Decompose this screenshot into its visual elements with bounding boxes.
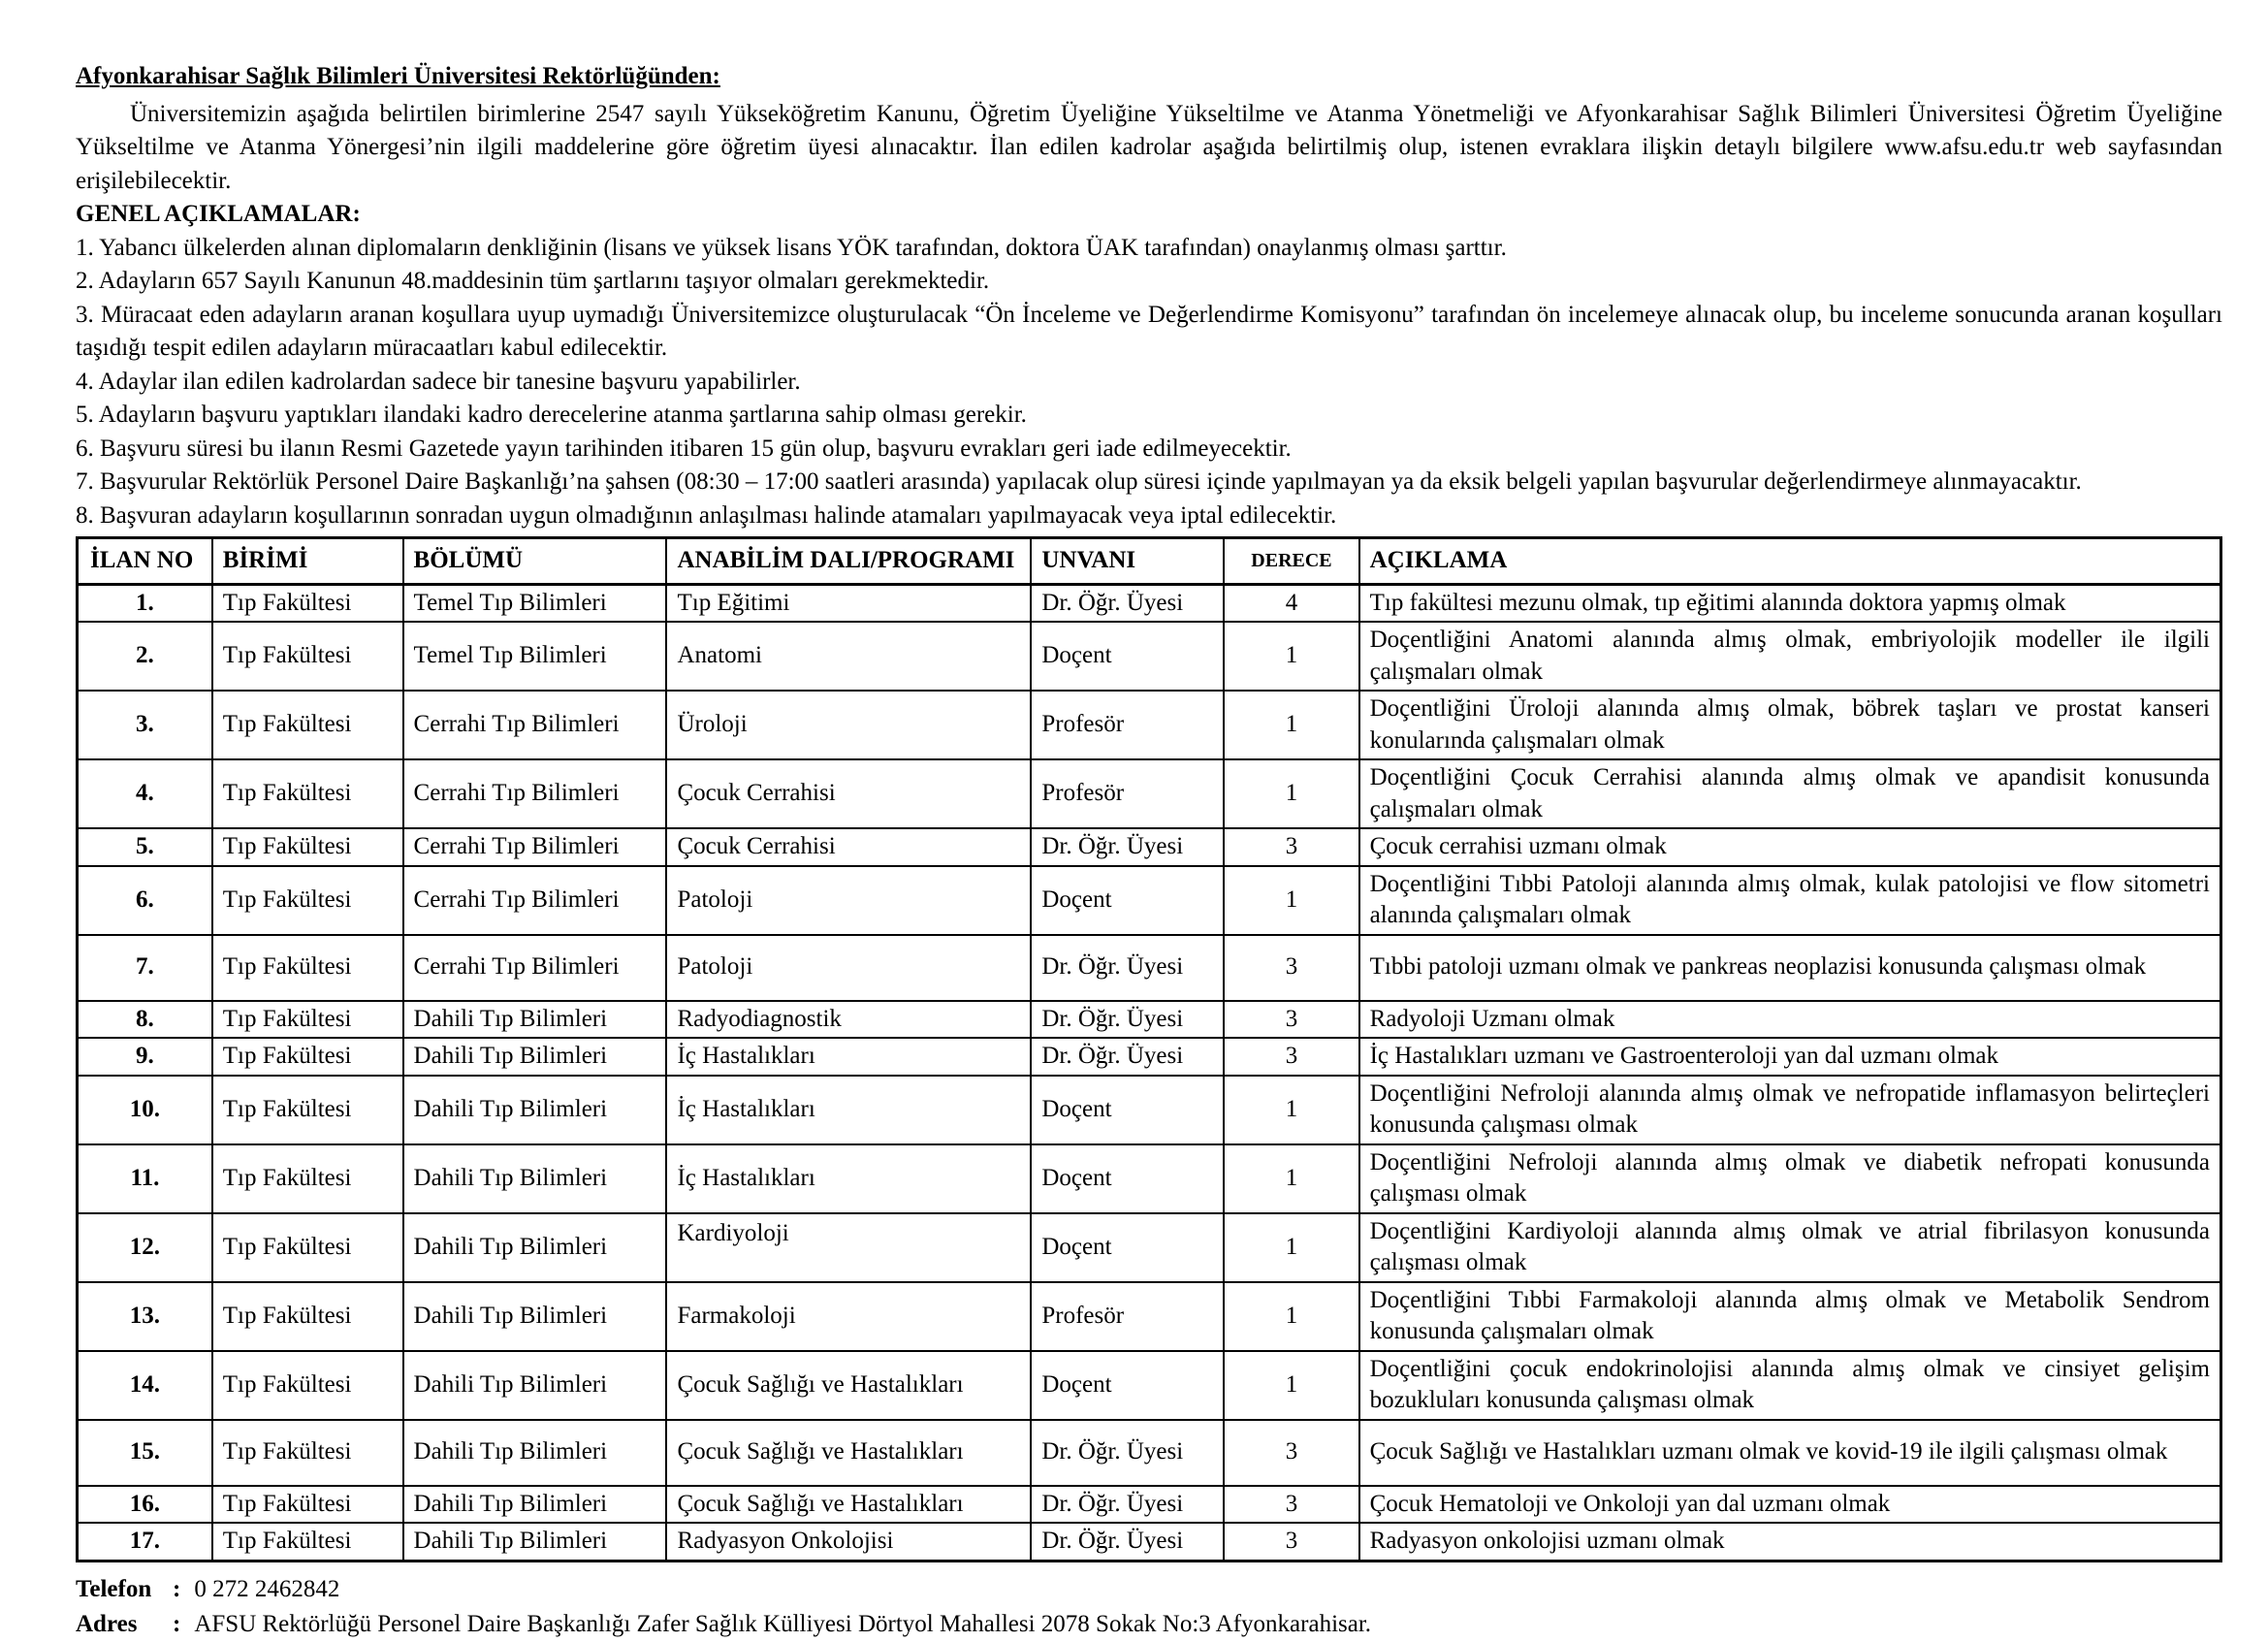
cell-birimi: Tıp Fakültesi	[212, 759, 403, 828]
cell-birimi: Tıp Fakültesi	[212, 1038, 403, 1076]
column-header-anabilim-dali: ANABİLİM DALI/PROGRAMI	[666, 538, 1031, 585]
cell-ilan-no: 12.	[78, 1213, 212, 1282]
cell-unvani: Doçent	[1031, 1213, 1224, 1282]
cell-aciklama: Radyasyon onkolojisi uzmanı olmak	[1359, 1523, 2221, 1561]
positions-table	[76, 536, 2222, 1562]
cell-birimi: Tıp Fakültesi	[212, 866, 403, 935]
cell-bolumu: Dahili Tıp Bilimleri	[403, 1144, 667, 1213]
cell-bolumu: Dahili Tıp Bilimleri	[403, 1420, 667, 1486]
cell-unvani: Dr. Öğr. Üyesi	[1031, 1420, 1224, 1486]
general-notes-list	[76, 232, 2222, 533]
column-header-aciklama: AÇIKLAMA	[1359, 538, 2221, 585]
cell-bolumu: Dahili Tıp Bilimleri	[403, 1038, 667, 1076]
table-row	[78, 1486, 2221, 1524]
table-row	[78, 935, 2221, 1001]
cell-anabilim-dali: Radyodiagnostik	[666, 1001, 1031, 1039]
cell-derece: 3	[1224, 828, 1358, 866]
cell-birimi: Tıp Fakültesi	[212, 1076, 403, 1144]
cell-derece: 3	[1224, 1038, 1358, 1076]
cell-ilan-no: 5.	[78, 828, 212, 866]
cell-bolumu: Dahili Tıp Bilimleri	[403, 1486, 667, 1524]
document-title: Afyonkarahisar Sağlık Bilimleri Üniversitesi Rektörlüğünden:	[76, 60, 2222, 94]
cell-anabilim-dali: Patoloji	[666, 866, 1031, 935]
cell-aciklama: Doçentliğini Nefroloji alanında almış olmak ve nefropatide inflamasyon belirteçleri konusunda çalışması olmak	[1359, 1076, 2221, 1144]
table-row	[78, 622, 2221, 691]
cell-bolumu: Dahili Tıp Bilimleri	[403, 1351, 667, 1420]
cell-birimi: Tıp Fakültesi	[212, 691, 403, 759]
cell-anabilim-dali: Üroloji	[666, 691, 1031, 759]
cell-anabilim-dali: Çocuk Sağlığı ve Hastalıkları	[666, 1486, 1031, 1524]
cell-ilan-no: 15.	[78, 1420, 212, 1486]
address-value: AFSU Rektörlüğü Personel Daire Başkanlığı Zafer Sağlık Külliyesi Dörtyol Mahallesi 2078 Sokak No:3 Afyonkarahisar.	[194, 1607, 1371, 1642]
cell-unvani: Dr. Öğr. Üyesi	[1031, 1001, 1224, 1039]
cell-birimi: Tıp Fakültesi	[212, 584, 403, 622]
cell-ilan-no: 14.	[78, 1351, 212, 1420]
phone-line	[76, 1572, 2222, 1607]
cell-derece: 1	[1224, 622, 1358, 691]
general-note-item: 6. Başvuru süresi bu ilanın Resmi Gazetede yayın tarihinden itibaren 15 gün olup, başvuru evrakları geri iade edilmeyecektir.	[76, 433, 2222, 467]
general-note-item: 2. Adayların 657 Sayılı Kanunun 48.maddesinin tüm şartlarını taşıyor olmaları gerekmektedir.	[76, 265, 2222, 299]
cell-unvani: Doçent	[1031, 1351, 1224, 1420]
cell-ilan-no: 13.	[78, 1282, 212, 1351]
cell-aciklama: Çocuk Sağlığı ve Hastalıkları uzmanı olmak ve kovid-19 ile ilgili çalışması olmak	[1359, 1420, 2221, 1486]
cell-derece: 1	[1224, 1282, 1358, 1351]
cell-anabilim-dali: Radyasyon Onkolojisi	[666, 1523, 1031, 1561]
table-row	[78, 1076, 2221, 1144]
cell-bolumu: Dahili Tıp Bilimleri	[403, 1213, 667, 1282]
cell-bolumu: Cerrahi Tıp Bilimleri	[403, 935, 667, 1001]
cell-aciklama: Tıp fakültesi mezunu olmak, tıp eğitimi alanında doktora yapmış olmak	[1359, 584, 2221, 622]
table-row	[78, 828, 2221, 866]
address-label: Adres	[76, 1607, 173, 1642]
cell-anabilim-dali: Çocuk Cerrahisi	[666, 828, 1031, 866]
table-row	[78, 1420, 2221, 1486]
cell-aciklama: Radyoloji Uzmanı olmak	[1359, 1001, 2221, 1039]
cell-bolumu: Cerrahi Tıp Bilimleri	[403, 828, 667, 866]
table-row	[78, 1523, 2221, 1561]
table-row	[78, 584, 2221, 622]
cell-unvani: Dr. Öğr. Üyesi	[1031, 1486, 1224, 1524]
cell-bolumu: Temel Tıp Bilimleri	[403, 584, 667, 622]
general-note-item: 3. Müracaat eden adayların aranan koşullara uyup uymadığı Üniversitemizce oluşturulacak “Ön İnceleme ve Değerlendirme Komisyonu” tarafından ön incelemeye alınacak olup, bu inceleme sonucunda aranan koşulları taşıdığı tespit edilen adayların müracaatları kabul edilecektir.	[76, 299, 2222, 366]
table-row	[78, 1213, 2221, 1282]
cell-ilan-no: 2.	[78, 622, 212, 691]
cell-anabilim-dali: Patoloji	[666, 935, 1031, 1001]
contact-footer	[76, 1572, 2222, 1642]
cell-birimi: Tıp Fakültesi	[212, 1523, 403, 1561]
general-notes-heading: GENEL AÇIKLAMALAR:	[76, 198, 2222, 232]
announcement-text-block	[76, 60, 2222, 532]
cell-birimi: Tıp Fakültesi	[212, 935, 403, 1001]
cell-ilan-no: 17.	[78, 1523, 212, 1561]
cell-derece: 1	[1224, 1213, 1358, 1282]
cell-bolumu: Cerrahi Tıp Bilimleri	[403, 691, 667, 759]
intro-paragraph: Üniversitemizin aşağıda belirtilen birimlerine 2547 sayılı Yükseköğretim Kanunu, Öğretim Üyeliğine Yükseltilme ve Atanma Yönetmeliği ve Afyonkarahisar Sağlık Bilimleri Üniversitesi Öğretim Üyeliğine Yükseltilme ve Atanma Yönergesi’nin ilgili maddelerine göre öğretim üyesi alınacaktır. İlan edilen kadrolar aşağıda belirtilmiş olup, istenen evraklara ilişkin detaylı bilgilere www.afsu.edu.tr web sayfasından erişilebilecektir.	[76, 98, 2222, 199]
phone-separator: :	[173, 1572, 180, 1607]
cell-ilan-no: 1.	[78, 584, 212, 622]
table-row	[78, 1001, 2221, 1039]
cell-anabilim-dali: Anatomi	[666, 622, 1031, 691]
cell-derece: 3	[1224, 1001, 1358, 1039]
cell-aciklama: Tıbbi patoloji uzmanı olmak ve pankreas neoplazisi konusunda çalışması olmak	[1359, 935, 2221, 1001]
table-header-row	[78, 538, 2221, 585]
cell-aciklama: Doçentliğini Tıbbi Farmakoloji alanında almış olmak ve Metabolik Sendrom konusunda çalışmaları olmak	[1359, 1282, 2221, 1351]
cell-aciklama: Doçentliğini Kardiyoloji alanında almış olmak ve atrial fibrilasyon konusunda çalışması olmak	[1359, 1213, 2221, 1282]
cell-bolumu: Cerrahi Tıp Bilimleri	[403, 866, 667, 935]
table-row	[78, 1351, 2221, 1420]
cell-aciklama: Doçentliğini Nefroloji alanında almış olmak ve diabetik nefropati konusunda çalışması olmak	[1359, 1144, 2221, 1213]
cell-aciklama: Doçentliğini çocuk endokrinolojisi alanında almış olmak ve cinsiyet gelişim bozukluları konusunda çalışması olmak	[1359, 1351, 2221, 1420]
cell-derece: 1	[1224, 1076, 1358, 1144]
cell-birimi: Tıp Fakültesi	[212, 1282, 403, 1351]
cell-birimi: Tıp Fakültesi	[212, 622, 403, 691]
cell-aciklama: Doçentliğini Çocuk Cerrahisi alanında almış olmak ve apandisit konusunda çalışmaları olmak	[1359, 759, 2221, 828]
cell-anabilim-dali: Tıp Eğitimi	[666, 584, 1031, 622]
cell-unvani: Doçent	[1031, 866, 1224, 935]
cell-unvani: Dr. Öğr. Üyesi	[1031, 1523, 1224, 1561]
cell-birimi: Tıp Fakültesi	[212, 1420, 403, 1486]
cell-ilan-no: 4.	[78, 759, 212, 828]
cell-birimi: Tıp Fakültesi	[212, 1001, 403, 1039]
cell-derece: 4	[1224, 584, 1358, 622]
cell-aciklama: Doçentliğini Üroloji alanında almış olmak, böbrek taşları ve prostat kanseri konularında çalışmaları olmak	[1359, 691, 2221, 759]
cell-anabilim-dali: Kardiyoloji	[666, 1213, 1031, 1282]
table-row	[78, 1038, 2221, 1076]
cell-bolumu: Dahili Tıp Bilimleri	[403, 1076, 667, 1144]
cell-derece: 1	[1224, 866, 1358, 935]
cell-unvani: Dr. Öğr. Üyesi	[1031, 1038, 1224, 1076]
cell-derece: 1	[1224, 1144, 1358, 1213]
table-row	[78, 1282, 2221, 1351]
cell-anabilim-dali: İç Hastalıkları	[666, 1076, 1031, 1144]
cell-aciklama: İç Hastalıkları uzmanı ve Gastroenteroloji yan dal uzmanı olmak	[1359, 1038, 2221, 1076]
cell-bolumu: Cerrahi Tıp Bilimleri	[403, 759, 667, 828]
cell-derece: 3	[1224, 1420, 1358, 1486]
general-note-item: 7. Başvurular Rektörlük Personel Daire Başkanlığı’na şahsen (08:30 – 17:00 saatleri arasında) yapılacak olup süresi içinde yapılmayan ya da eksik belgeli yapılan başvurular değerlendirmeye alınmayacaktır.	[76, 466, 2222, 499]
cell-aciklama: Çocuk Hematoloji ve Onkoloji yan dal uzmanı olmak	[1359, 1486, 2221, 1524]
cell-aciklama: Doçentliğini Tıbbi Patoloji alanında almış olmak, kulak patolojisi ve flow sitometri alanında çalışmaları olmak	[1359, 866, 2221, 935]
cell-birimi: Tıp Fakültesi	[212, 1213, 403, 1282]
cell-derece: 3	[1224, 1486, 1358, 1524]
phone-value: 0 272 2462842	[194, 1572, 339, 1607]
cell-derece: 1	[1224, 759, 1358, 828]
cell-anabilim-dali: Farmakoloji	[666, 1282, 1031, 1351]
cell-bolumu: Dahili Tıp Bilimleri	[403, 1282, 667, 1351]
address-separator: :	[173, 1607, 180, 1642]
cell-derece: 1	[1224, 1351, 1358, 1420]
cell-unvani: Dr. Öğr. Üyesi	[1031, 828, 1224, 866]
cell-unvani: Doçent	[1031, 622, 1224, 691]
column-header-unvani: UNVANI	[1031, 538, 1224, 585]
cell-unvani: Dr. Öğr. Üyesi	[1031, 584, 1224, 622]
cell-birimi: Tıp Fakültesi	[212, 1351, 403, 1420]
cell-birimi: Tıp Fakültesi	[212, 1144, 403, 1213]
cell-ilan-no: 11.	[78, 1144, 212, 1213]
cell-birimi: Tıp Fakültesi	[212, 1486, 403, 1524]
cell-ilan-no: 7.	[78, 935, 212, 1001]
cell-unvani: Doçent	[1031, 1144, 1224, 1213]
cell-bolumu: Dahili Tıp Bilimleri	[403, 1001, 667, 1039]
cell-unvani: Profesör	[1031, 691, 1224, 759]
cell-unvani: Dr. Öğr. Üyesi	[1031, 935, 1224, 1001]
cell-derece: 1	[1224, 691, 1358, 759]
table-row	[78, 759, 2221, 828]
cell-ilan-no: 16.	[78, 1486, 212, 1524]
general-note-item: 1. Yabancı ülkelerden alınan diplomaların denkliğinin (lisans ve yüksek lisans YÖK tarafından, doktora ÜAK tarafından) onaylanmış olması şarttır.	[76, 232, 2222, 266]
cell-derece: 3	[1224, 935, 1358, 1001]
cell-unvani: Profesör	[1031, 759, 1224, 828]
phone-label: Telefon	[76, 1572, 173, 1607]
cell-bolumu: Temel Tıp Bilimleri	[403, 622, 667, 691]
cell-ilan-no: 6.	[78, 866, 212, 935]
table-row	[78, 866, 2221, 935]
cell-aciklama: Çocuk cerrahisi uzmanı olmak	[1359, 828, 2221, 866]
cell-aciklama: Doçentliğini Anatomi alanında almış olmak, embriyolojik modeller ile ilgili çalışmaları olmak	[1359, 622, 2221, 691]
table-row	[78, 691, 2221, 759]
address-line	[76, 1607, 2222, 1642]
cell-birimi: Tıp Fakültesi	[212, 828, 403, 866]
cell-ilan-no: 10.	[78, 1076, 212, 1144]
column-header-birimi: BİRİMİ	[212, 538, 403, 585]
cell-unvani: Doçent	[1031, 1076, 1224, 1144]
cell-ilan-no: 8.	[78, 1001, 212, 1039]
column-header-derece: DERECE	[1224, 538, 1358, 585]
general-note-item: 4. Adaylar ilan edilen kadrolardan sadece bir tanesine başvuru yapabilirler.	[76, 366, 2222, 400]
cell-derece: 3	[1224, 1523, 1358, 1561]
cell-unvani: Profesör	[1031, 1282, 1224, 1351]
cell-ilan-no: 9.	[78, 1038, 212, 1076]
cell-anabilim-dali: Çocuk Sağlığı ve Hastalıkları	[666, 1420, 1031, 1486]
general-note-item: 5. Adayların başvuru yaptıkları ilandaki kadro derecelerine atanma şartlarına sahip olması gerekir.	[76, 399, 2222, 433]
column-header-ilan-no: İLAN NO	[78, 538, 212, 585]
cell-anabilim-dali: Çocuk Sağlığı ve Hastalıkları	[666, 1351, 1031, 1420]
cell-bolumu: Dahili Tıp Bilimleri	[403, 1523, 667, 1561]
table-row	[78, 1144, 2221, 1213]
cell-anabilim-dali: İç Hastalıkları	[666, 1144, 1031, 1213]
column-header-bolumu: BÖLÜMÜ	[403, 538, 667, 585]
cell-anabilim-dali: Çocuk Cerrahisi	[666, 759, 1031, 828]
cell-ilan-no: 3.	[78, 691, 212, 759]
general-note-item: 8. Başvuran adayların koşullarının sonradan uygun olmadığının anlaşılması halinde atamaları yapılmayacak veya iptal edilecektir.	[76, 499, 2222, 533]
cell-anabilim-dali: İç Hastalıkları	[666, 1038, 1031, 1076]
